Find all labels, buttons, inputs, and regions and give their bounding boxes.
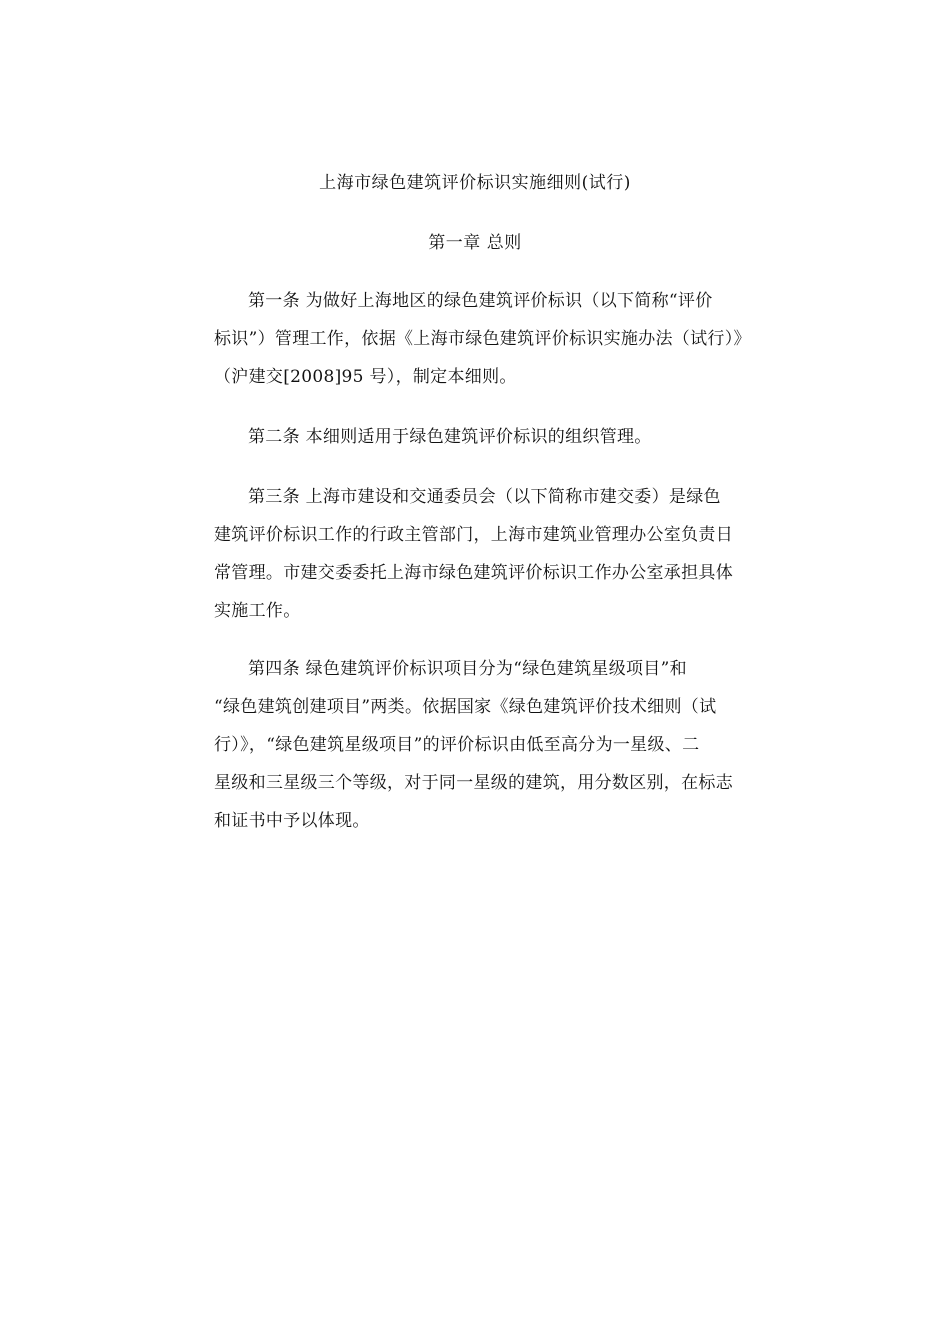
article-3 [214, 478, 740, 630]
article-2 [214, 418, 740, 456]
chapter-title: 第一章 总则 [428, 233, 522, 253]
article-line: 实施工作。 [214, 601, 301, 621]
article-line: 星级和三星级三个等级，对于同一星级的建筑，用分数区别，在标志 [214, 773, 733, 793]
article-line: 常管理。市建交委委托上海市绿色建筑评价标识工作办公室承担具体 [214, 563, 733, 583]
document-title: 上海市绿色建筑评价标识实施细则(试行) [319, 173, 631, 193]
article-line: 第三条 上海市建设和交通委员会（以下简称市建交委）是绿色 [248, 487, 721, 507]
article-4 [214, 650, 740, 840]
article-line: 建筑评价标识工作的行政主管部门，上海市建筑业管理办公室负责日 [214, 525, 733, 545]
article-1 [214, 282, 751, 396]
article-line: 第四条 绿色建筑评价标识项目分为“绿色建筑星级项目”和 [248, 659, 687, 679]
article-line: 和证书中予以体现。 [214, 811, 370, 831]
article-line: （沪建交[2008]95 号），制定本细则。 [214, 367, 517, 387]
article-line: 第一条 为做好上海地区的绿色建筑评价标识（以下简称“评价 [248, 291, 713, 311]
article-line: 标识”）管理工作，依据《上海市绿色建筑评价标识实施办法（试行）》 [214, 329, 751, 349]
article-line: “绿色建筑创建项目”两类。依据国家《绿色建筑评价技术细则（试 [214, 697, 717, 717]
article-line: 第二条 本细则适用于绿色建筑评价标识的组织管理。 [248, 427, 652, 447]
article-line: 行）》，“绿色建筑星级项目”的评价标识由低至高分为一星级、二 [214, 735, 700, 755]
